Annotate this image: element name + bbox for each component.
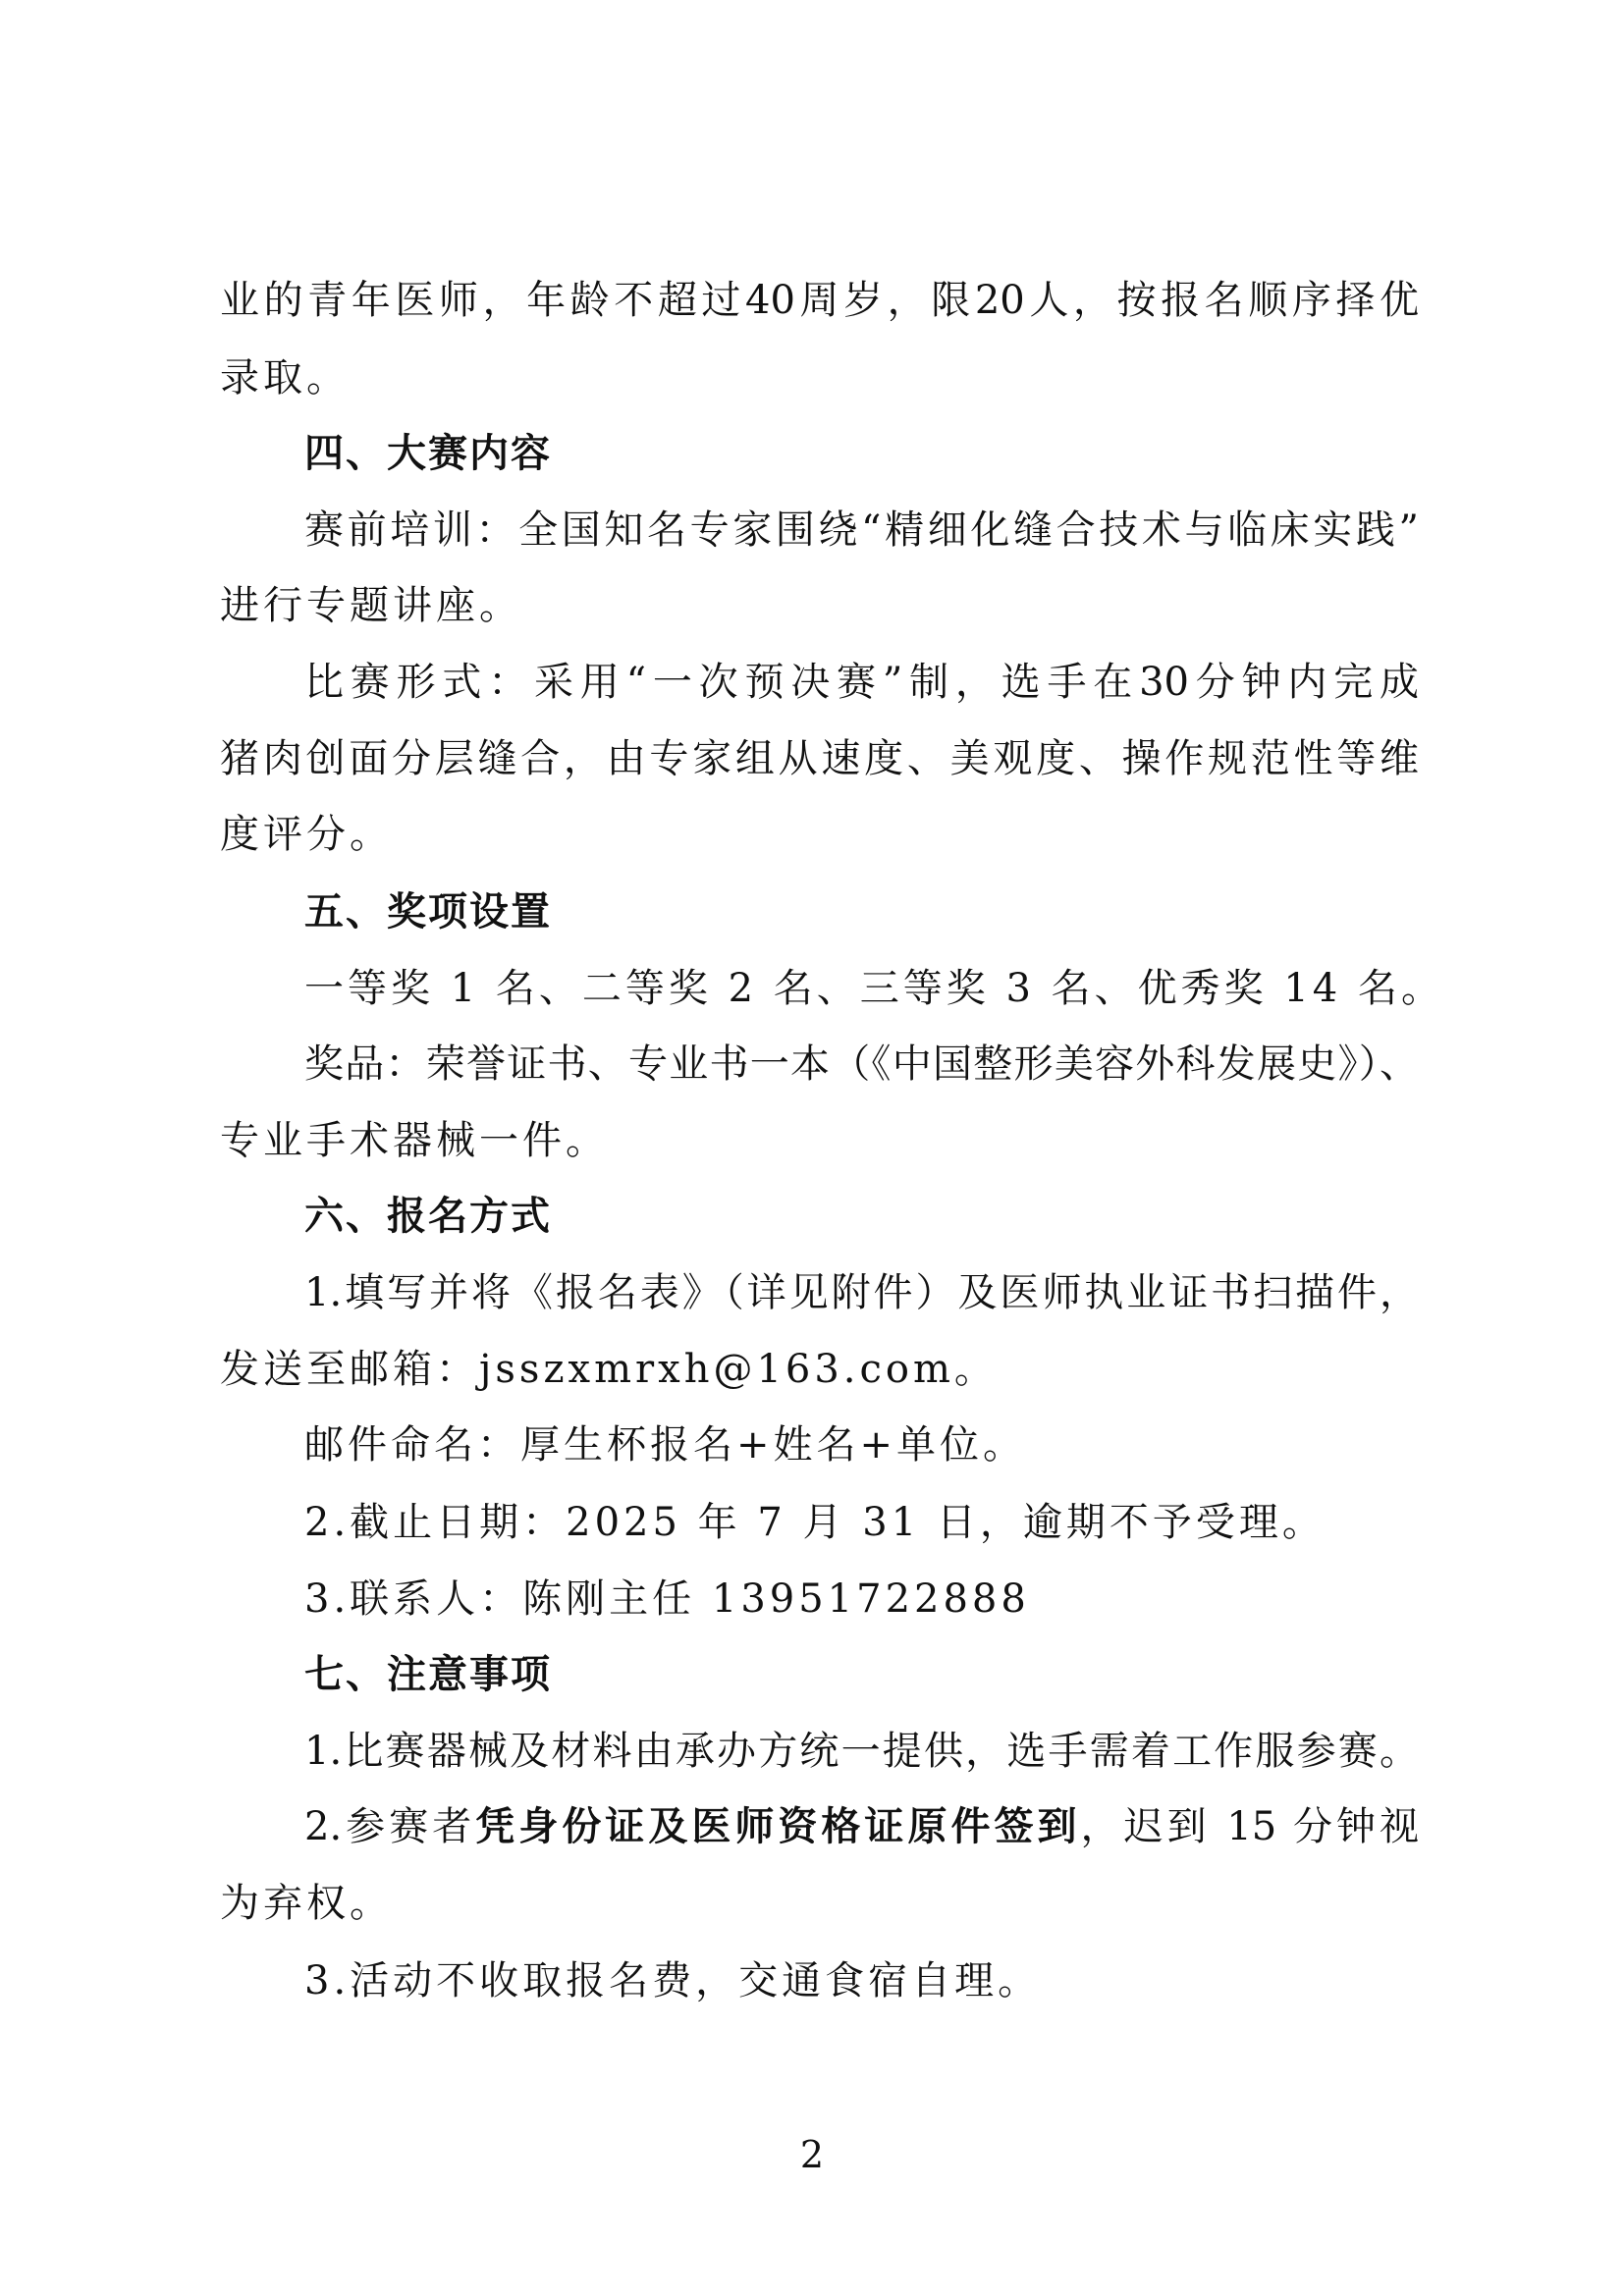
- text-segment: 1.填写并将《报名表》（详见附件）及医师执业证书扫描件，: [304, 1270, 1419, 1315]
- text-segment: 进行专题讲座。: [220, 583, 522, 628]
- text-segment: 为弃权。: [220, 1881, 393, 1926]
- text-segment: 四、大赛内容: [304, 431, 552, 476]
- text-line: [220, 796, 1419, 873]
- text-line: [220, 1102, 1419, 1179]
- text-line: [304, 1789, 1419, 1865]
- section-heading: [304, 415, 1419, 492]
- text-segment: 七、注意事项: [304, 1652, 552, 1697]
- text-segment: 2.参赛者: [304, 1804, 476, 1849]
- text-segment: 邮件命名：厚生杯报名+姓名+单位。: [304, 1422, 1027, 1468]
- text-line: [220, 262, 1419, 339]
- text-line: [220, 567, 1419, 644]
- text-line: [304, 1026, 1419, 1102]
- text-segment: 一等奖 1 名、二等奖 2 名、三等奖 3 名、优秀奖 14 名。: [304, 966, 1444, 1011]
- text-line: [304, 1484, 1419, 1561]
- bold-text: 凭身份证及医师资格证原件签到: [475, 1803, 1081, 1849]
- text-line: [304, 1561, 1419, 1637]
- text-line: [304, 950, 1444, 1027]
- text-line: [304, 1407, 1419, 1483]
- text-segment: 度评分。: [220, 812, 393, 857]
- text-segment: 发送至邮箱：jsszxmrxh@163.com。: [220, 1347, 998, 1392]
- text-segment: ，迟到 15 分钟视: [1080, 1804, 1419, 1849]
- text-segment: 猪肉创面分层缝合，由专家组从速度、美观度、操作规范性等维: [220, 736, 1419, 781]
- text-line: [220, 1865, 1419, 1942]
- text-line: [220, 1331, 1419, 1408]
- text-segment: 1.比赛器械及材料由承办方统一提供，选手需着工作服参赛。: [304, 1729, 1419, 1774]
- text-segment: 奖品：荣誉证书、专业书一本（《中国整形美容外科发展史》）、: [304, 1041, 1419, 1087]
- text-segment: 赛前培训：全国知名专家围绕“精细化缝合技术与临床实践”: [304, 507, 1419, 553]
- text-segment: 专业手术器械一件。: [220, 1118, 609, 1163]
- text-line: [304, 1943, 1419, 2019]
- text-line: [304, 1255, 1419, 1331]
- text-line: [304, 492, 1419, 568]
- text-segment: 3.联系人：陈刚主任 13951722888: [304, 1576, 1030, 1622]
- text-line: [220, 340, 1419, 416]
- text-segment: 比赛形式：采用“一次预决赛”制，选手在30分钟内完成: [304, 660, 1419, 705]
- text-segment: 六、报名方式: [304, 1194, 552, 1239]
- page-number: 2: [799, 2133, 825, 2176]
- text-segment: 2.截止日期：2025 年 7 月 31 日，逾期不予受理。: [304, 1500, 1326, 1545]
- text-segment: 录取。: [220, 355, 350, 400]
- section-heading: [304, 1178, 1419, 1255]
- section-heading: [304, 874, 1419, 950]
- text-segment: 3.活动不收取报名费，交通食宿自理。: [304, 1958, 1042, 2003]
- section-heading: [304, 1636, 1419, 1713]
- text-line: [304, 1713, 1419, 1789]
- text-segment: 五、奖项设置: [304, 889, 552, 934]
- text-segment: 业的青年医师，年龄不超过40周岁，限20人，按报名顺序择优: [220, 278, 1419, 323]
- text-line: [304, 644, 1419, 721]
- text-line: [220, 721, 1419, 797]
